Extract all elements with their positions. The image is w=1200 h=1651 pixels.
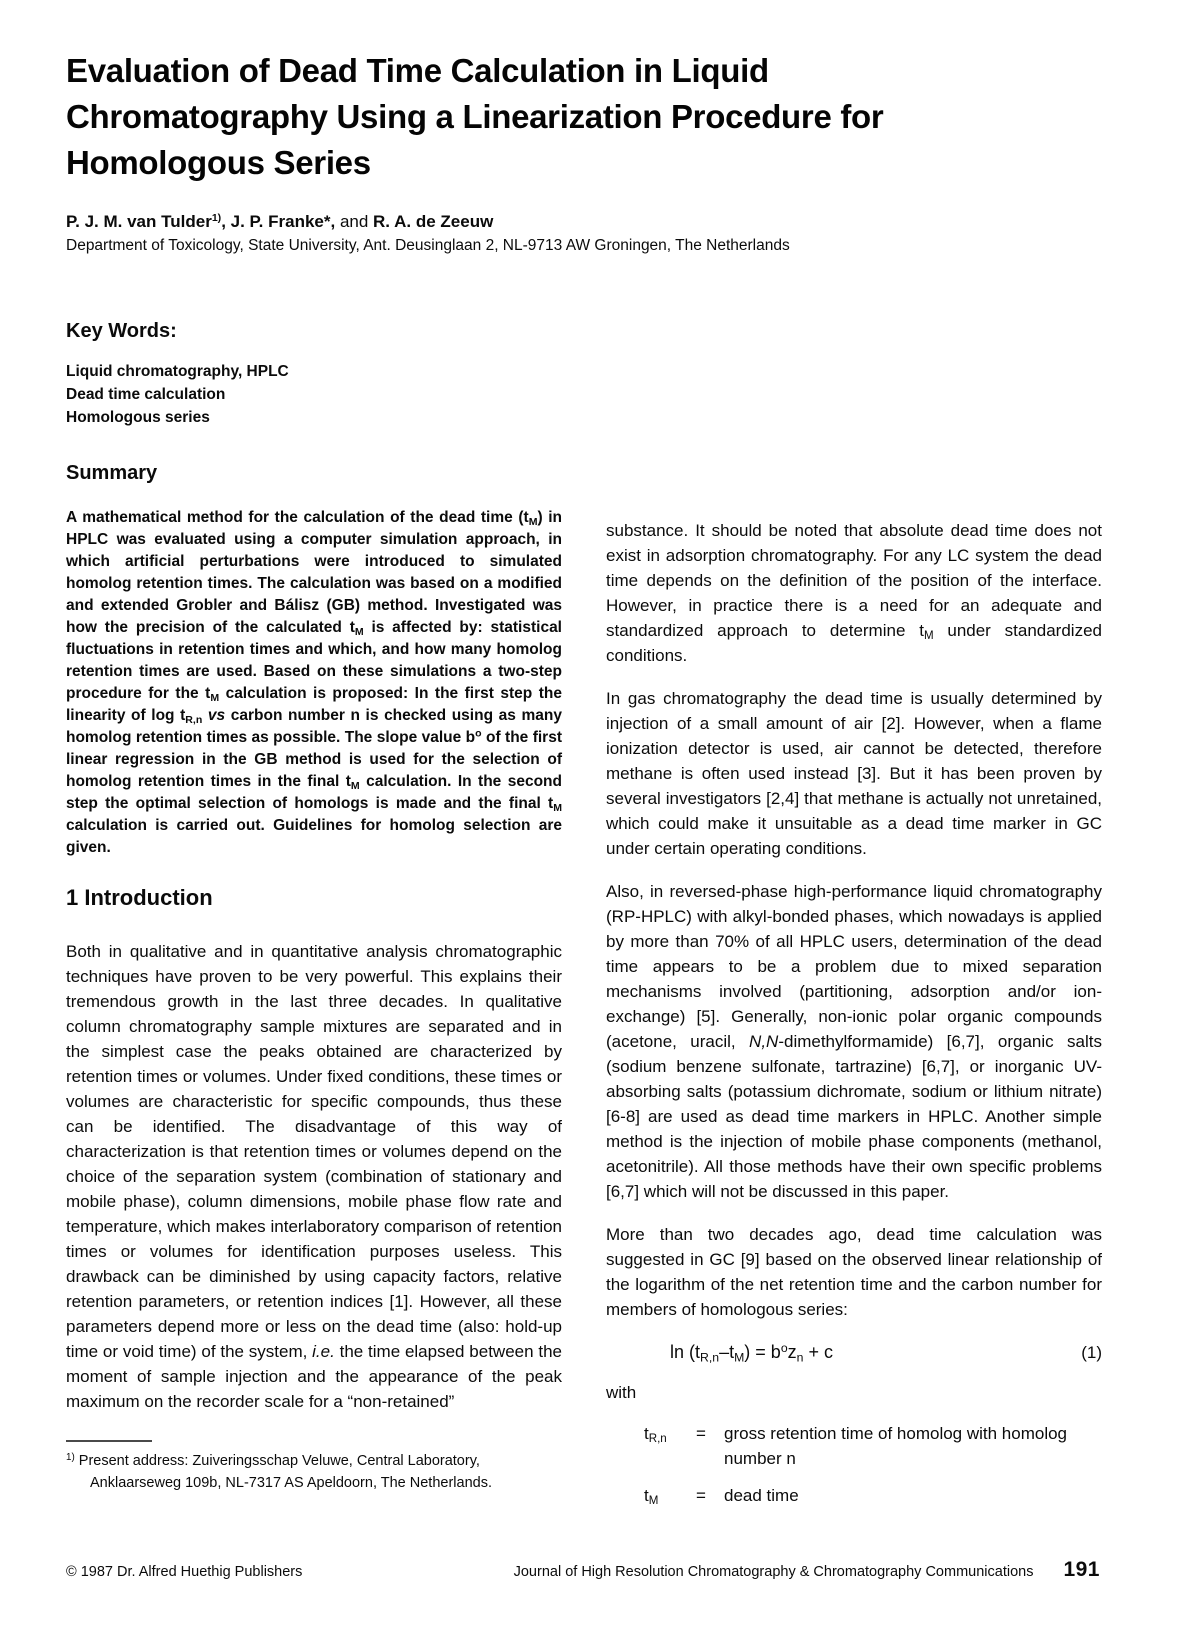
keyword-item: Dead time calculation <box>66 386 226 403</box>
paper-header <box>66 48 1066 255</box>
footnote-text <box>66 1450 562 1494</box>
with-label: with <box>606 1383 637 1402</box>
equals-sign: = <box>696 1424 706 1443</box>
two-column-body <box>66 462 1102 1508</box>
definition-term: $t_{R,n}$ <box>644 1424 667 1446</box>
right-column <box>606 462 1102 1508</box>
keywords-section <box>66 320 566 429</box>
symbol-definitions <box>606 1421 1102 1508</box>
definition-description: gross retention time of homolog with homolog number n <box>724 1424 1068 1468</box>
footer-copyright: © 1987 Dr. Alfred Huethig Publishers <box>66 1564 303 1580</box>
keywords-heading: Key Words: <box>66 320 177 342</box>
affiliation-line: Department of Toxicology, State University, Ant. Deusinglaan 2, NL-9713 AW Groningen, The Netherlands <box>66 237 790 254</box>
paper-title <box>66 48 1066 186</box>
page-footer <box>66 1558 1100 1582</box>
body-paragraph-2: In gas chromatography the dead time is usually determined by injection of a small amount of air [2]. However, when a flame ionization detector is used, air cannot be detected, therefore methane is often used instead [3]. But it has been proven by several investigators [2,4] that methane is actually not unretained, which could make it unsuitable as a dead time marker in GC under certain operating conditions. <box>606 689 1102 858</box>
equation-expression: $\ln (t_{R,n}-t_M) = b^oz_n + c$ <box>670 1340 833 1365</box>
definition-row <box>606 1421 1102 1471</box>
footer-journal-name: Journal of High Resolution Chromatography & Chromatography Communications <box>513 1564 1034 1580</box>
introduction-paragraph: Both in qualitative and in quantitative analysis chromatographic techniques have proven to be very powerful. This explains their tremendous growth in the last three decades. In qualitative column chromatography sample mixtures are separated and in the simplest case the peaks obtained are characterized by retention times or volumes. Under fixed conditions, these times or volumes are characteristic for specific compounds, thus these can be identified. The disadvantage of this way of characterization is that retention times or volumes depend on the choice of the separation system (combination of stationary and mobile phase), column dimensions, mobile phase flow rate and temperature, which makes interlaboratory comparison of retention times or volumes for identification purposes useless. This drawback can be diminished by using capacity factors, relative retention parameters, or retention indices [1]. However, all these parameters depend more or less on the dead time (also: hold-up time or void time) of the system, i.e. the time elapsed between the moment of sample injection and the appearance of the peak maximum on the recorder scale for a “non-retained” <box>66 942 562 1411</box>
body-paragraph-4: More than two decades ago, dead time calculation was suggested in GC [9] based on the observed linear relationship of the logarithm of the net retention time and the carbon number for members of homologous series: <box>606 1225 1102 1319</box>
footer-page-number: 191 <box>1063 1558 1100 1581</box>
definition-description: dead time <box>724 1486 799 1505</box>
footnote-marker: 1) <box>66 1452 75 1464</box>
body-paragraph-1: substance. It should be noted that absolute dead time does not exist in adsorption chromatography. For any LC system the dead time depends on the definition of the position of the interface. However, in practice there is a need for an adequate and standardized approach to determine $t_M$ under standardized conditions. <box>606 521 1102 665</box>
equation-number: (1) <box>1081 1343 1102 1362</box>
footnote-divider <box>66 1440 152 1442</box>
footnote-body: Present address: Zuiveringsschap Veluwe, Central Laboratory, Anklaarseweg 109b, NL-7317 AS Apeldoorn, The Netherlands. <box>74 1453 492 1491</box>
authors-line: P. J. M. van Tulder$^{1)}$, J. P. Franke*, and R. A. de Zeeuw <box>66 212 494 231</box>
footer-right-group <box>514 1558 1100 1582</box>
keywords-list <box>66 360 566 429</box>
introduction-heading: 1 Introduction <box>66 885 213 910</box>
definition-row <box>606 1483 1102 1508</box>
keyword-item: Homologous series <box>66 409 210 426</box>
paper-title-line-3: Homologous Series <box>66 144 371 181</box>
equation-1 <box>606 1342 1102 1363</box>
left-column <box>66 462 562 1508</box>
summary-body: A mathematical method for the calculation of the dead time $(t_M)$ in HPLC was evaluated using a computer simulation approach, in which artificial perturbations were introduced to simulated homolog retention times. The calculation was based on a modified and extended Grobler and Bálisz (GB) method. Investigated was how the precision of the calculated $t_M$ is affected by: statistical fluctuations in retention times and which, and how many homolog retention times are used. Based on these simulations a two-step procedure for the $t_M$ calculation is proposed: In the first step the linearity of $\log t_{R,n}$ vs carbon number n is checked using as many homolog retention times as possible. The slope value $b^o$ of the first linear regression in the GB method is used for the selection of homolog retention times in the final $t_M$ calculation. In the second step the optimal selection of homologs is made and the final $t_M$ calculation is carried out. Guidelines for homolog selection are given. <box>66 509 563 856</box>
equals-sign: = <box>696 1486 706 1505</box>
paper-title-line-2: Chromatography Using a Linearization Procedure for <box>66 98 884 135</box>
keyword-item: Liquid chromatography, HPLC <box>66 363 289 380</box>
paper-title-line-1: Evaluation of Dead Time Calculation in Liquid <box>66 52 769 89</box>
footnote-block <box>66 1440 562 1494</box>
definition-term: $t_M$ <box>644 1486 659 1508</box>
body-paragraph-3: Also, in reversed-phase high-performance liquid chromatography (RP-HPLC) with alkyl-bonded phases, which nowadays is applied by more than 70% of all HPLC users, determination of the dead time appears to be a problem due to mixed separation mechanisms involved (partitioning, adsorption and/or ion-exchange) [5]. Generally, non-ionic polar organic compounds (acetone, uracil, N,N-dimethylformamide) [6,7], organic salts (sodium benzene sulfonate, tartrazine) [6,7], or inorganic UV-absorbing salts (potassium dichromate, sodium or lithium nitrate) [6-8] are used as dead time markers in HPLC. Another simple method is the injection of mobile phase components (methanol, acetonitrile). All those methods have their own specific problems [6,7] which will not be discussed in this paper. <box>606 882 1102 1201</box>
summary-heading: Summary <box>66 462 158 484</box>
